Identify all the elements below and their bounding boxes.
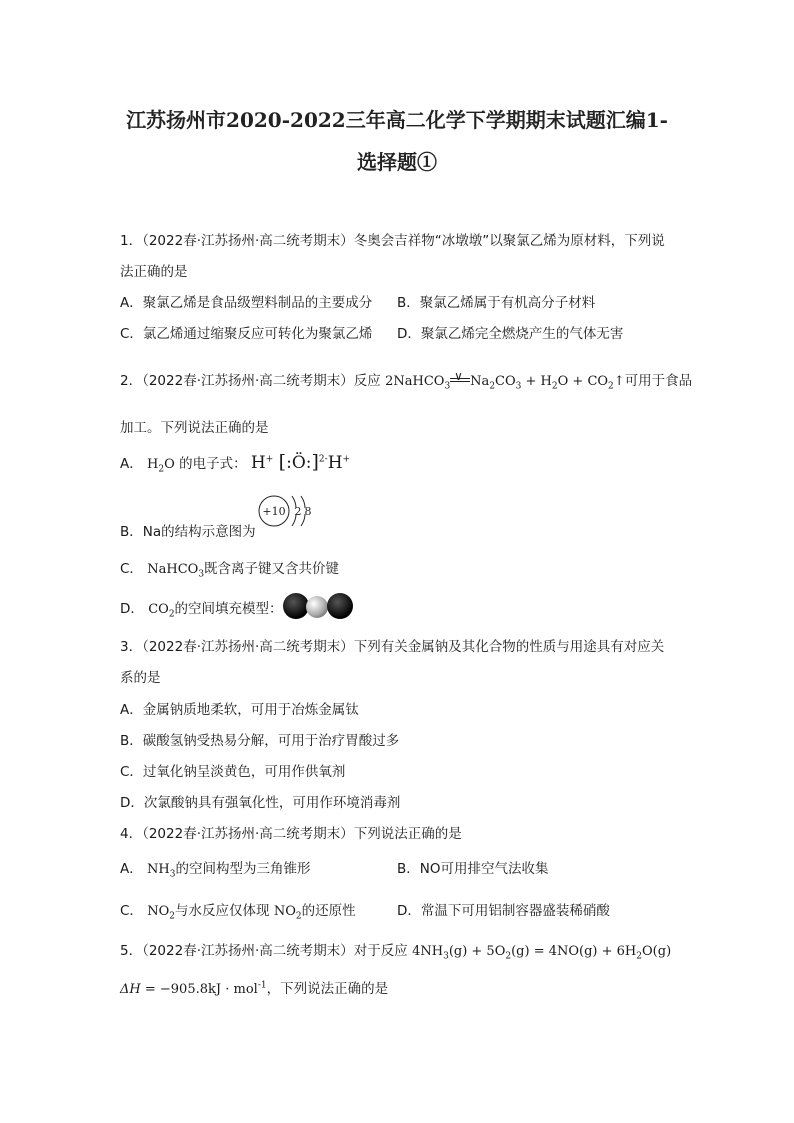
q4-option-d: D．常温下可用铝制容器盛装稀硝酸 [397, 903, 610, 919]
oxygen-atom-right [327, 593, 353, 619]
q1-option-a: A．聚氯乙烯是食品级塑料制品的主要成分 [120, 295, 373, 311]
q2-option-b: B．Na的结构示意图为 [120, 524, 256, 540]
q3-option-c: C．过氧化钠呈淡黄色，可用作供氧剂 [120, 764, 346, 780]
q5-enthalpy: ΔH = −905.8kJ · mol$^{-1}$ [120, 980, 267, 997]
nucleus-charge: +10 [262, 505, 286, 518]
q3-option-d: D．次氯酸钠具有强氧化性，可用作环境消毒剂 [120, 795, 401, 811]
document-title-line1: 江苏扬州市2020-2022三年高二化学下学期期末试题汇编1- [126, 108, 668, 132]
q2-option-c: C． NaHCO$_3$既含离子键又含共价键 [120, 561, 340, 580]
reaction-arrow [450, 369, 470, 385]
q1-source: （2022春·江苏扬州·高二统考期末） [142, 233, 354, 249]
q1-stem [120, 229, 665, 249]
shell-2-electrons: 8 [304, 505, 312, 518]
q4-number: 4． [120, 826, 143, 842]
q4-option-c: C． $NO_2$与水反应仅体现 $NO_2$的还原性 [120, 903, 356, 922]
q5-equation: $4NH_3(g) + 5O_2(g) = 4NO(g) + 6H_2O(g)$ [412, 944, 672, 962]
electron-formula: H+ [:Ö:]$^{2-}$H+ [250, 451, 351, 473]
q2-option-d: D． $CO_2$的空间填充模型： [120, 601, 283, 620]
carbon-atom [306, 596, 328, 618]
q5-source: （2022春·江苏扬州·高二统考期末） [142, 943, 354, 959]
q2-equation: 2NaHCO$_3$ ∨ $Na_2CO_3 + H_2O$ + $CO_2↑$ [385, 369, 625, 392]
q3-option-a: A．金属钠质地柔软，可用于冶炼金属钛 [120, 702, 359, 718]
q2-source: （2022春·江苏扬州·高二统考期末） [142, 373, 354, 389]
q3-stem: 3．（2022春·江苏扬州·高二统考期末）下列有关金属钠及其化合物的性质与用途具有对应关 [120, 639, 665, 655]
q3-source: （2022春·江苏扬州·高二统考期末） [142, 639, 354, 655]
q4-stem: 4．（2022春·江苏扬州·高二统考期末）下列说法正确的是 [120, 826, 462, 842]
q3-number: 3． [120, 639, 143, 655]
na-structure-diagram [258, 492, 318, 532]
q4-option-b: B．NO可用排空气法收集 [397, 861, 549, 877]
document-title-line2: 选择题① [357, 150, 437, 174]
q1-option-b: B．聚氯乙烯属于有机高分子材料 [397, 295, 596, 311]
q1-option-c: C．氯乙烯通过缩聚反应可转化为聚氯乙烯 [120, 326, 373, 342]
heat-symbol: ∨ [454, 369, 463, 383]
q1-number: 1． [120, 233, 143, 249]
q5-stem: 5．（2022春·江苏扬州·高二统考期末）对于反应 $4NH_3(g) + 5O_2(g) = 4NO(g) + 6H_2O(g)$ [120, 943, 672, 962]
q2-stem [120, 369, 692, 392]
q3-option-b: B．碳酸氢钠受热易分解，可用于治疗胃酸过多 [120, 733, 400, 749]
q1-stem-text: 冬奥会吉祥物“冰墩墩”以聚氯乙烯为原材料，下列说 [353, 233, 665, 249]
shell-1-electrons: 2 [294, 505, 302, 518]
q3-stem-cont: 系的是 [120, 670, 161, 686]
q1-option-d: D．聚氯乙烯完全燃烧产生的气体无害 [397, 326, 624, 342]
q5-stem-cont: ΔH = −905.8kJ · mol$^{-1}$，下列说法正确的是 [120, 980, 389, 997]
q2-option-a: A． $H_2O$ 的电子式： H+ [:Ö:]$^{2-}$H+ [120, 451, 351, 475]
q2-stem-pre: 反应 [353, 373, 381, 389]
q4-source: （2022春·江苏扬州·高二统考期末） [142, 826, 354, 842]
q1-stem-cont: 法正确的是 [120, 264, 188, 280]
q2-stem-cont: 加工。下列说法正确的是 [120, 420, 269, 436]
co2-space-filling-model [283, 593, 355, 619]
q2-number: 2． [120, 373, 143, 389]
q5-number: 5． [120, 943, 143, 959]
q2-stem-post: 可用于食品 [624, 373, 693, 389]
q4-option-a: A． $NH_3$的空间构型为三角锥形 [120, 861, 311, 880]
